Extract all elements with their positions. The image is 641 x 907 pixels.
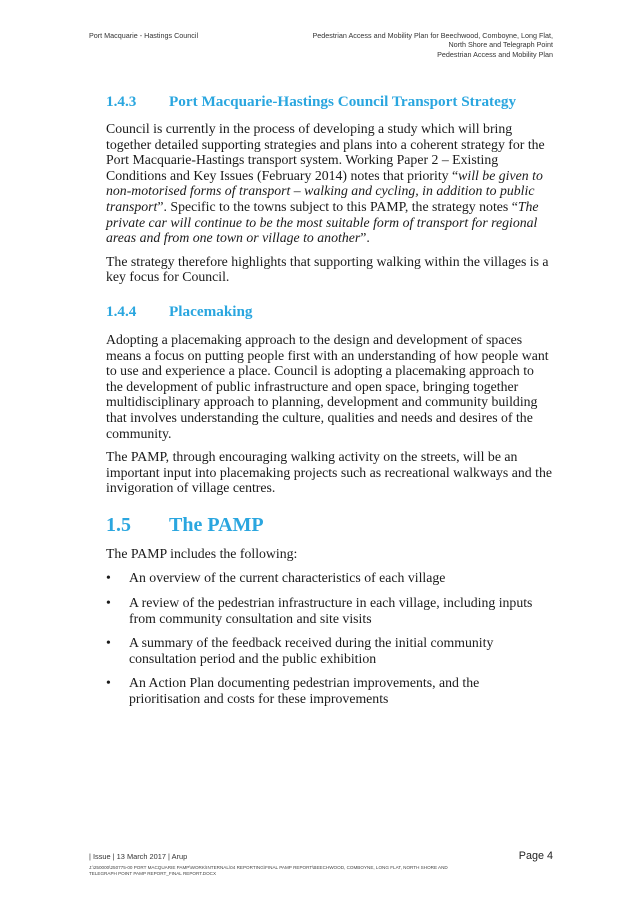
text-run: ”. Specific to the towns subject to this PAMP, the strategy notes “ bbox=[157, 198, 518, 214]
list-item-text: A summary of the feedback received during the initial community consultation period and the public exhibition bbox=[129, 635, 494, 666]
section-title: Port Macquarie-Hastings Council Transport Strategy bbox=[169, 93, 517, 110]
header-document-title bbox=[193, 31, 553, 59]
text-run: ”. bbox=[360, 230, 370, 246]
footer-file-path: J:\250000\250775-00 PORT MACQUARIE PAMP\WORK\INTERNAL\04 REPORTING\FINAL PAMP REPORT\BEECHWOOD, COMBOYNE, LONG FLAT, NORTH SHORE AND TELEGRAPH POINT PAMP REPORT_FINAL REPORT.DOCX bbox=[89, 865, 448, 876]
paragraph bbox=[106, 121, 553, 246]
page-body bbox=[106, 92, 553, 707]
bullet-icon: • bbox=[106, 635, 111, 651]
section-heading-1-4-3 bbox=[106, 92, 553, 112]
header-council-name: Port Macquarie - Hastings Council bbox=[89, 31, 199, 40]
section-number: 1.4.3 bbox=[106, 93, 137, 110]
list-item bbox=[106, 675, 553, 706]
list-item bbox=[106, 570, 553, 586]
section-number: 1.4.4 bbox=[106, 302, 137, 320]
paragraph: The PAMP, through encouraging walking activity on the streets, will be an important input into placemaking projects such as recreational walkways and the invigoration of village centres. bbox=[106, 449, 552, 496]
text-run: Council is currently in the process of developing a study which will bring together detailed supporting strategies and plans into a coherent strategy for the Port Macquarie-Hastings transport system. Working Paper 2 – Existing Conditions and Key Issues (February 2014) notes that priority “ bbox=[106, 121, 545, 183]
page-number: Page 4 bbox=[518, 850, 553, 862]
list-item bbox=[106, 635, 553, 666]
section-title: The PAMP bbox=[169, 513, 264, 536]
bullet-icon: • bbox=[106, 595, 111, 611]
header-title-line: North Shore and Telegraph Point bbox=[448, 40, 553, 50]
bullet-icon: • bbox=[106, 675, 111, 691]
list-item-text: An Action Plan documenting pedestrian improvements, and the prioritisation and costs for these improvements bbox=[129, 675, 480, 707]
header-title-line: Pedestrian Access and Mobility Plan bbox=[437, 49, 553, 59]
quote-italic: The private car will continue to be the most suitable form of transport for regional areas and from one town or village to another bbox=[106, 198, 539, 246]
section-heading-1-4-4 bbox=[106, 302, 553, 322]
paragraph: The strategy therefore highlights that supporting walking within the villages is a key focus for Council. bbox=[106, 253, 549, 285]
section-heading-1-5 bbox=[106, 512, 553, 538]
list-item-text: An overview of the current characteristics of each village bbox=[129, 570, 446, 586]
section-number: 1.5 bbox=[106, 513, 131, 536]
list-item-text: A review of the pedestrian infrastructure in each village, including inputs from community consultation and site visits bbox=[129, 595, 533, 626]
paragraph: Adopting a placemaking approach to the design and development of spaces means a focus on putting people first with an understanding of how people want to use and experience a place. Council is adopting a placemaking approach to the development of public infrastructure and open space, bringing together multidisciplinary approach to planning, development and community building that involves understanding the culture, qualities and needs and desires of the community. bbox=[106, 331, 549, 441]
section-title: Placemaking bbox=[169, 302, 253, 320]
list-item bbox=[106, 595, 553, 626]
bullet-list bbox=[106, 570, 553, 706]
bullet-icon: • bbox=[106, 570, 111, 586]
quote-italic: will be given to non-motorised forms of transport – walking and cycling, in addition to public transport bbox=[106, 167, 543, 214]
header-title-line: Pedestrian Access and Mobility Plan for Beechwood, Comboyne, Long Flat, bbox=[312, 31, 553, 40]
paragraph: The PAMP includes the following: bbox=[106, 545, 298, 561]
footer-issue-info: | Issue | 13 March 2017 | Arup bbox=[89, 852, 188, 861]
